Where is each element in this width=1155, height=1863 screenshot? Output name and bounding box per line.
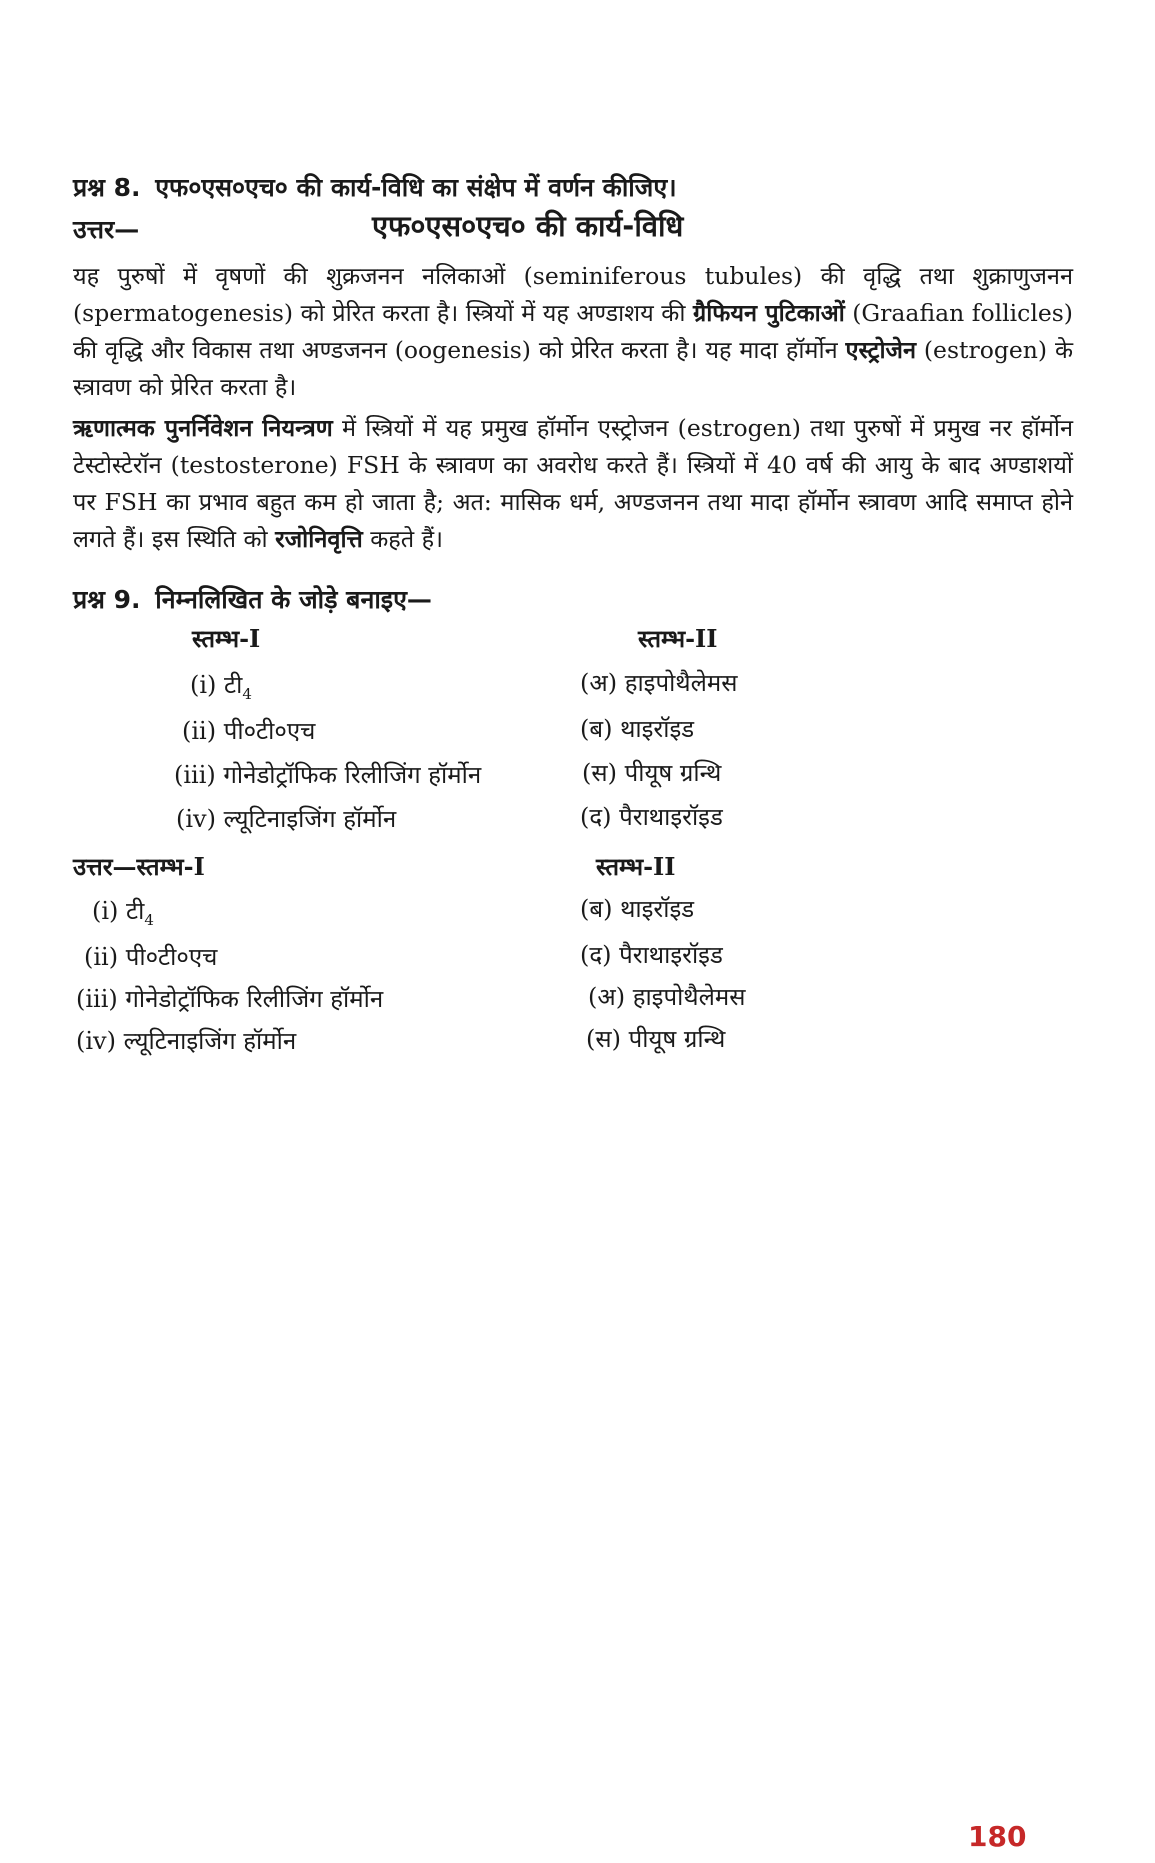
col2-row-2-num: (ब) (580, 715, 613, 743)
col1-row-1-sub: 4 (242, 684, 252, 703)
answer-col1-row-1 (92, 894, 154, 929)
col2-row-1-text: हाइपोथैलेमस (624, 669, 738, 697)
answer-col1-row-2 (84, 940, 217, 973)
col2-row-4 (580, 800, 723, 833)
question-8 (73, 170, 677, 204)
answer-col2-row-3-text: हाइपोथैलेमस (632, 983, 746, 1011)
answer-col1-row-3-text: गोनेडोट्रॉफिक रिलीजिंग हॉर्मोन (125, 985, 384, 1013)
col1-row-2-num: (ii) (182, 717, 217, 745)
para1-text-1: यह पुरुषों में वृषणों की शुक्रजनन नलिकाओं (seminiferous tubules) की वृद्धि तथा शुक्राणुजनन (spermatogenesis) को प्रेरित करता है। स्त्रियों में यह अण्डाशय की (73, 262, 1073, 327)
col1-row-1-text: टी (224, 671, 243, 699)
answer-col2-row-4-text: पीयूष ग्रन्थि (628, 1025, 726, 1053)
question-8-number: प्रश्न 8. (73, 173, 141, 202)
col2-row-2-text: थाइरॉइड (620, 715, 695, 743)
col1-row-3-text: गोनेडोट्रॉफिक रिलीजिंग हॉर्मोन (223, 761, 482, 789)
column-1-heading: स्तम्भ-I (192, 624, 261, 653)
answer-col1-row-2-text: पी०टी०एच (125, 943, 218, 971)
para2-text-1: में स्त्रियों में यह प्रमुख हॉर्मोन एस्ट्रोजन (estrogen) तथा पुरुषों में प्रमुख नर हॉर्मोन टेस्टोस्टेरॉन (testosterone) FSH के स्त्रावण का अवरोध करते हैं। स्त्रियों में 40 वर्ष की आयु के बाद अण्डाशयों पर FSH का प्रभाव बहुत कम हो जाता है; अत: मासिक धर्म, अण्डजनन तथा मादा हॉर्मोन स्त्रावण आदि समाप्त होने लगते हैं। इस स्थिति को (73, 414, 1073, 553)
answer-col1-row-2-num: (ii) (84, 943, 119, 971)
question-9-text: निम्नलिखित के जोड़े बनाइए— (155, 585, 432, 614)
answer-col2-row-1-num: (ब) (580, 895, 613, 923)
para2-text-2: कहते हैं। (362, 525, 444, 553)
col2-row-1 (580, 666, 738, 699)
answer-col2-row-2 (580, 938, 723, 971)
column-2-heading: स्तम्भ-II (638, 624, 718, 653)
col2-row-4-num: (द) (580, 803, 612, 831)
para2-bold-negative-feedback: ऋणात्मक पुनर्निवेशन नियन्त्रण (73, 414, 333, 442)
answer-9-column-2-heading: स्तम्भ-II (596, 852, 676, 881)
question-9-number: प्रश्न 9. (73, 585, 141, 614)
col1-row-2-text: पी०टी०एच (223, 717, 316, 745)
col1-row-2 (182, 714, 315, 747)
col1-row-1 (190, 668, 252, 703)
answer-col1-row-3 (76, 982, 383, 1015)
answer-col1-row-1-sub: 4 (144, 910, 154, 929)
answer-col1-row-4-num: (iv) (76, 1027, 116, 1055)
answer-8-label: उत्तर— (73, 215, 140, 244)
col1-row-1-num: (i) (190, 671, 217, 699)
col1-row-4-num: (iv) (176, 805, 216, 833)
para1-bold-estrogen: एस्ट्रोजेन (845, 336, 917, 364)
col2-row-1-num: (अ) (580, 669, 618, 697)
answer-col2-row-4-num: (स) (586, 1025, 621, 1053)
answer-col2-row-1 (580, 892, 694, 925)
para2-bold-menopause: रजोनिवृत्ति (275, 525, 363, 553)
answer-8-heading: एफ०एस०एच० की कार्य-विधि (372, 209, 684, 243)
col1-row-4-text: ल्यूटिनाइजिंग हॉर्मोन (223, 805, 397, 833)
answer-col2-row-1-text: थाइरॉइड (620, 895, 695, 923)
col1-row-3-num: (iii) (174, 761, 216, 789)
col2-row-3-num: (स) (582, 759, 617, 787)
answer-9-label: उत्तर—स्तम्भ-I (73, 852, 205, 881)
col2-row-2 (580, 712, 694, 745)
answer-col2-row-2-text: पैराथाइरॉइड (619, 941, 723, 969)
answer-8-paragraph-2 (73, 410, 1073, 558)
para1-bold-graafian: ग्रैफियन पुटिकाओं (692, 299, 845, 327)
answer-col1-row-1-text: टी (126, 897, 145, 925)
question-8-text: एफ०एस०एच० की कार्य-विधि का संक्षेप में वर्णन कीजिए। (155, 173, 677, 202)
col1-row-4 (176, 802, 396, 835)
answer-col1-row-1-num: (i) (92, 897, 119, 925)
para1-text-3: (estrogen) के स्त्रावण को प्रेरित करता है। (73, 336, 1073, 401)
answer-col2-row-4 (586, 1022, 725, 1055)
para1-text-2: (Graafian follicles) की वृद्धि और विकास तथा अण्डजनन (oogenesis) को प्रेरित करता है। यह मादा हॉर्मोन (73, 299, 1073, 364)
question-9 (73, 582, 432, 616)
col2-row-3-text: पीयूष ग्रन्थि (624, 759, 722, 787)
col1-row-3 (174, 758, 481, 791)
answer-col2-row-2-num: (द) (580, 941, 612, 969)
answer-col2-row-3-num: (अ) (588, 983, 626, 1011)
answer-col1-row-3-num: (iii) (76, 985, 118, 1013)
answer-8-paragraph-1 (73, 258, 1073, 406)
answer-col1-row-4-text: ल्यूटिनाइजिंग हॉर्मोन (123, 1027, 297, 1055)
col2-row-4-text: पैराथाइरॉइड (619, 803, 723, 831)
col2-row-3 (582, 756, 721, 789)
page-number: 180 (968, 1820, 1027, 1853)
answer-col1-row-4 (76, 1024, 296, 1057)
answer-col2-row-3 (588, 980, 746, 1013)
